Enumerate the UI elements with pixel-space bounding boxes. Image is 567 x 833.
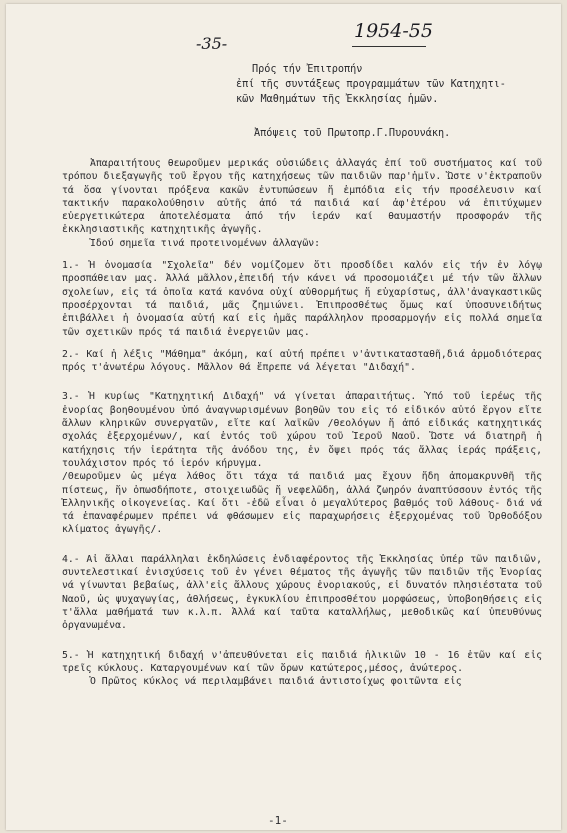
paragraph-point-1: 1.- Ἡ ὀνομασία "Σχολεῖα" δέν νομίζομεν ὅτι προσδίδει καλόν εἰς τήν ἐν λόγῳ προσπάθειαν μας. Ἀλλά μᾶλλον,ἐπειδή τήν κάνει νά προσομοιάζει μέ τήν τῶν ἄλλων σχολείων, εἰς τά ὁποῖα κατά κανόνα οὐχί αὐθορμήτως ἤ εὐχαρίστως, ἀλλ'ἀναγκαστικῶς προσέρχονται τά παιδιά, μᾶς ζημιώνει. Ἐπιπροσθέτως ὅμως καί ὑποσυνειδήτως ἐπιβάλλει ἡ ὀνομασία αὐτή καί εἰς ἡμᾶς παράλληλον προσαρμογήν εἰς πολλά σημεῖα τῶν σχετικῶν πρός τά παιδιά ἐνεργειῶν μας. bbox=[62, 260, 542, 338]
paragraph-point-3-note: /Θεωροῦμεν ὡς μέγα λάθος ὅτι τάχα τά παιδιά μας ἔχουν ἤδη ἀπομακρυνθῆ τῆς πίστεως, ἥν ὁπωσδήποτε, στοιχειωδῶς ἤ νεφελῶδη, ἀλλά ζωηρόν ἀναπτύσσουν ἐντός τῆς Ἑλληνικῆς οἰκογενείας. Καί ὅτι -ἐδῶ εἶναι ὁ μεγαλύτερος βαθμός τοῦ λάθους- διά νά τά ἐπαναφέρωμεν πρέπει νά φθάσωμεν εἰς παραχωρήσεις ἐξερχομένας τοῦ Ὀρθοδόξου κλίματος ἀγωγῆς/. bbox=[62, 471, 542, 536]
header-line-3: κῶν Μαθημάτων τῆς Ἐκκλησίας ἡμῶν. bbox=[236, 94, 439, 105]
paragraph-first-cycle: Ὁ Πρῶτος κύκλος νά περιλαμβάνει παιδιά ἀντιστοίχως φοιτῶντα εἰς bbox=[90, 676, 462, 688]
footer-page-number: -1- bbox=[268, 814, 288, 827]
paragraph-points-heading: Ἰδού σημεῖα τινά προτεινομένων ἀλλαγῶν: bbox=[90, 237, 321, 249]
header-line-2: ἐπί τῆς συντάξεως προγραμμάτων τῶν Κατηχητι- bbox=[236, 79, 506, 90]
paragraph-point-4: 4.- Αἱ ἄλλαι παράλληλαι ἐκδηλώσεις ἐνδιαφέροντος τῆς Ἐκκλησίας ὑπέρ τῶν παιδιῶν, συντελεστικαί ἐνισχύσεις τοῦ ἐν γένει θέματος τῆς ἀγωγῆς τῶν παιδιῶν τῆς Ἐνορίας νά γίνωνται βεβαίως, ἀλλ'εἰς ἄλλους χώρους ἐνοριακούς, εἰ δυνατόν πλησιέστατα τοῦ Ναοῦ, ὡς ψυχαγωγίας, ἀθλήσεως, ἐγκυκλίου ἐπιπροσθέτου μορφώσεως, ὑποβοηθήσεις εἰς τ'ἄλλα μαθήματά των κ.λ.π. Ἀλλά καί ταῦτα καταλλήλως, μεθοδικῶς καί ὑπευθύνως ὀργανωμένα. bbox=[62, 553, 542, 632]
paragraph-point-5: 5.- Ἡ κατηχητική διδαχή ν'ἀπευθύνεται εἰς παιδιά ἡλικιῶν 10 - 16 ἐτῶν καί εἰς τρεῖς κύκλους. Καταργουμένων καί τῶν ὅρων κατώτερος,μέσος, ἀνώτερος. bbox=[62, 649, 542, 674]
paragraph-point-2: 2.- Καί ἡ λέξις "Μάθημα" ἀκόμη, καί αὐτή πρέπει ν'ἀντικατασταθῆ,διά ἀρμοδιότερας πρός τ'ἀνωτέρω λόγους. Μᾶλλον θά ἔπρεπε νά λέγεται "Διδαχή". bbox=[62, 348, 542, 374]
header-line-1: Πρός τήν Ἐπιτροπήν bbox=[252, 64, 363, 75]
handwritten-year: 1954-55 bbox=[354, 20, 433, 42]
document-body bbox=[62, 157, 542, 688]
handwritten-page-number: -35- bbox=[196, 34, 228, 53]
document-page bbox=[6, 4, 561, 830]
paragraph-intro: Ἀπαραιτήτους θεωροῦμεν μερικάς οὐσιώδεις ἀλλαγάς ἐπί τοῦ συστήματος καί τοῦ τρόπου διεξαγωγῆς τοῦ ἔργου τῆς κατηχήσεως τῶν παιδιῶν παρ'ἡμῖν. Ὥστε ν'ἐκτραποῦν τά ὅσα γίνονται πρόξενα κακῶν ἐντυπώσεων ἤ ἐμπόδια εἰς τήν προσέλευσιν καί τακτικήν παρακολούθησιν αὐτῆς ἀπό τά παιδιά καί ἀφ'ἑτέρου νά ἐπιτύχωμεν εὐεργετικώτερα ἀποτελέσματα ἀπό τήν ἱεράν καί θαυμαστήν προσφοράν τῆς ἐκκλησιαστικῆς κατηχητικῆς ἀγωγῆς. bbox=[62, 158, 542, 236]
handwritten-underline bbox=[352, 46, 426, 47]
paragraph-point-3: 3.- Ἡ κυρίως "Κατηχητική Διδαχή" νά γίνεται ἀπαραιτήτως. Ὑπό τοῦ ἱερέως τῆς ἐνορίας βοηθουμένου ὑπό ἀναγνωρισμένων βοηθῶν του εἰς τό εἰδικόν αὐτό ἔργον εἴτε ἄλλων κληρικῶν συνεργατῶν, εἴτε καί λαϊκῶν /θεολόγων ἤ ἀπό εἰδικάς κατηχητικάς σχολάς ἐξερχομένων/, καί ἐντός τοῦ χώρου τοῦ Ἱεροῦ Ναοῦ. Ὥστε νά διατηρῆ ἡ κατήχησις τήν ἱεράτητα τῆς ἀνόδου της, ἐν ὄψει πρός τάς ἄλλας ἱεράς πράξεις, τουλάχιστον πρός τό ἱερόν κήρυγμα. bbox=[62, 391, 542, 469]
document-subtitle: Ἀπόψεις τοῦ Πρωτοπρ.Γ.Πυρουνάκη. bbox=[254, 128, 451, 139]
